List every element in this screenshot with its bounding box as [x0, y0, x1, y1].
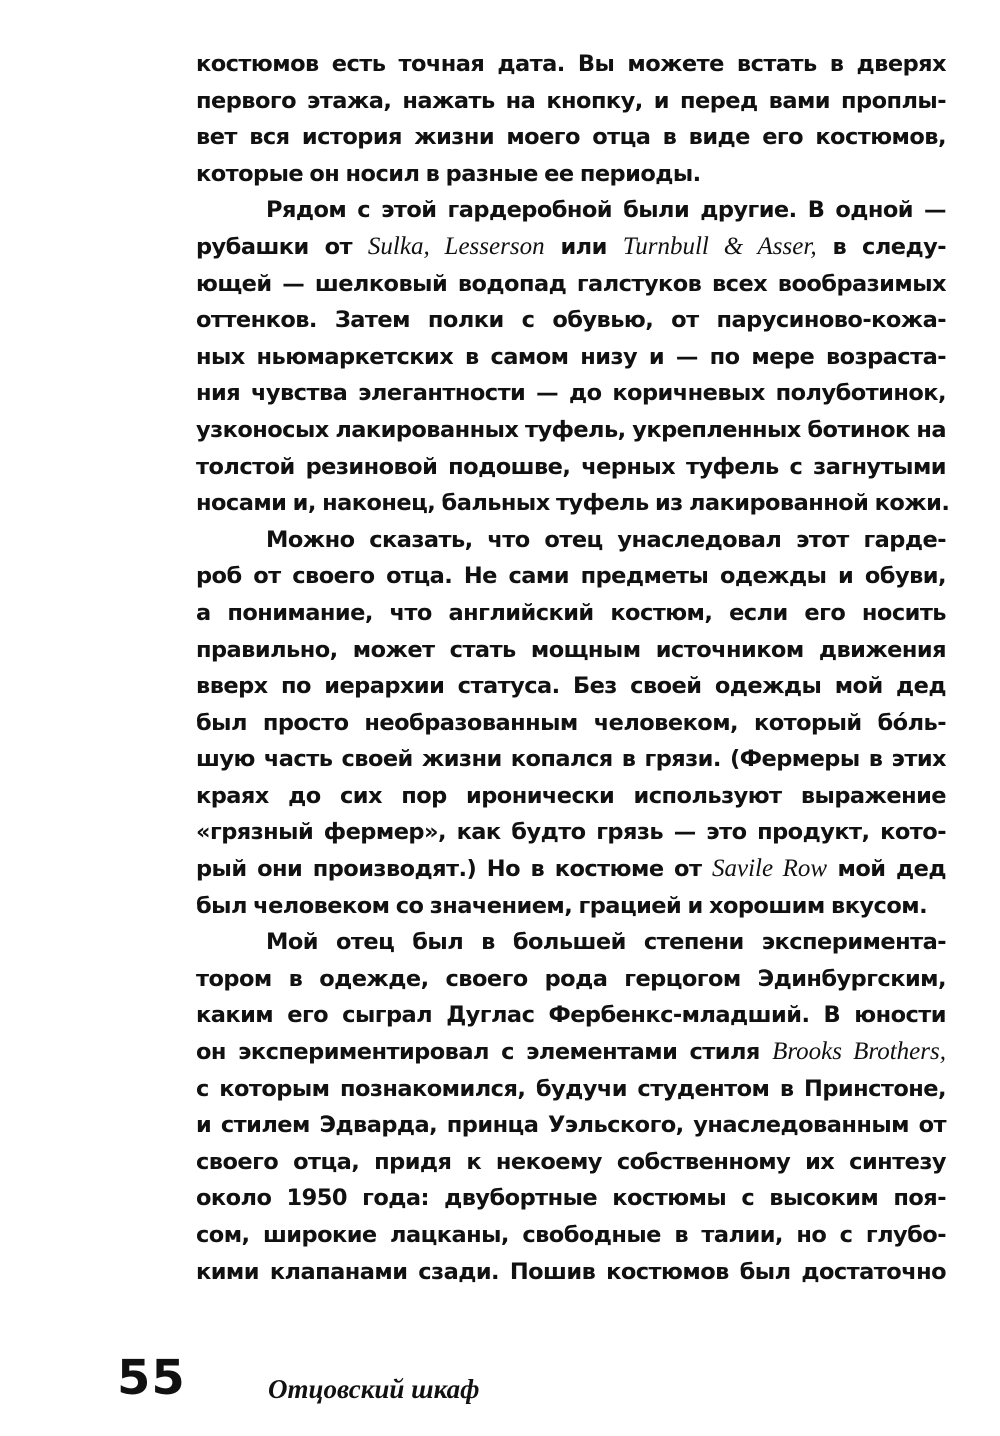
text-run: сом, широкие лацканы, свободные в талии, но с глубо-	[196, 1222, 946, 1248]
text-line	[196, 46, 946, 83]
text-run: своего отца, придя к некоему собственному их синтезу	[196, 1148, 946, 1175]
text-run: он экспериментировал с элементами стиля	[196, 1039, 773, 1066]
text-line	[196, 705, 946, 742]
italic-brand-name: Savile Row	[712, 855, 828, 883]
text-run: в следу-	[816, 233, 946, 260]
text-line	[196, 632, 946, 669]
text-run: вверх по иерархии статуса. Без своей одежды мой дед	[196, 673, 946, 700]
text-line	[196, 156, 946, 193]
text-line	[196, 229, 946, 266]
text-run: толстой резиновой подошве, черных туфель с загнутыми	[196, 453, 946, 480]
text-line	[196, 851, 946, 888]
text-run: каким его сыграл Дуглас Фербенкс-младший. В юности	[196, 1002, 946, 1029]
text-run: краях до сих пор иронически используют выражение	[196, 782, 946, 809]
text-line	[196, 119, 946, 156]
text-run: первого этажа, нажать на кнопку, и перед вами проплы-	[196, 87, 946, 114]
text-line	[196, 997, 946, 1034]
text-run: «грязный фермер», как будто грязь — это продукт, кото-	[196, 819, 946, 846]
text-line	[196, 412, 946, 449]
text-line	[196, 302, 946, 339]
text-line	[196, 192, 946, 229]
text-line	[196, 1034, 946, 1071]
text-line	[196, 485, 950, 522]
text-run: ных ньюмаркетских в самом низу и — по мере возраста-	[196, 343, 946, 370]
text-run: Мой отец был в большей степени эксперимента-	[266, 929, 946, 956]
text-run: рый они производят.) Но в костюме от	[196, 856, 712, 883]
text-line	[196, 339, 946, 376]
text-line	[196, 1071, 946, 1108]
text-line	[196, 83, 946, 120]
text-run: оттенков. Затем полки с обувью, от парусиново-кожа-	[196, 307, 946, 334]
text-run: был человеком со значением, грацией и хорошим вкусом.	[196, 892, 928, 919]
text-line	[196, 375, 946, 412]
body-text	[196, 46, 950, 1290]
text-line	[196, 522, 946, 559]
text-run: вет вся история жизни моего отца в виде его костюмов,	[196, 124, 946, 151]
text-run: тором в одежде, своего рода герцогом Эдинбургским,	[196, 965, 946, 992]
text-run: Можно сказать, что отец унаследовал этот гарде-	[266, 526, 946, 553]
text-line	[196, 888, 946, 925]
text-run: кими клапанами сзади. Пошив костюмов был достаточно	[196, 1258, 946, 1285]
text-run: с которым познакомился, будучи студентом в Принстоне,	[196, 1075, 946, 1102]
text-line	[196, 266, 946, 303]
text-line	[196, 924, 946, 961]
text-line	[196, 814, 946, 851]
text-run: около 1950 года: двубортные костюмы с высоким поя-	[196, 1185, 946, 1212]
text-run: узконосых лакированных туфель, укрепленных ботинок на	[196, 416, 946, 443]
text-line	[196, 1254, 946, 1291]
text-line	[196, 1144, 946, 1181]
text-run: роб от своего отца. Не сами предметы одежды и обуви,	[196, 563, 946, 590]
text-line	[196, 668, 946, 705]
text-run: мой дед	[827, 856, 947, 883]
text-run: ния чувства элегантности — до коричневых полуботинок,	[196, 380, 946, 407]
text-run: рубашки от	[196, 233, 368, 260]
text-line	[196, 961, 946, 998]
text-run: а понимание, что английский костюм, если его носить	[196, 599, 946, 626]
page-number: 55	[117, 1350, 186, 1406]
text-run: носами и, наконец, бальных туфель из лакированной кожи.	[196, 490, 950, 517]
text-run: которые он носил в разные ее периоды.	[196, 160, 701, 187]
italic-brand-name: Turnbull & Asser,	[622, 232, 817, 260]
text-line	[196, 741, 946, 778]
text-line	[196, 449, 946, 486]
text-run: или	[544, 233, 623, 260]
text-run: костюмов есть точная дата. Вы можете встать в дверях	[196, 51, 946, 77]
text-line	[196, 778, 946, 815]
text-run: и стилем Эдварда, принца Уэльского, унаследованным от	[196, 1112, 946, 1139]
running-title: Отцовский шкаф	[268, 1374, 480, 1404]
text-run: ющей — шелковый водопад галстуков всех вообразимых	[196, 270, 946, 297]
italic-brand-name: Sulka, Lesserson	[367, 232, 545, 260]
text-run: шую часть своей жизни копался в грязи. (Фермеры в этих	[196, 746, 946, 773]
text-line	[196, 1107, 946, 1144]
text-run: правильно, может стать мощным источником движения	[196, 636, 946, 663]
text-line	[196, 1180, 946, 1217]
text-line	[196, 558, 946, 595]
text-line	[196, 595, 946, 632]
italic-brand-name: Brooks Brothers,	[772, 1038, 946, 1066]
text-line	[196, 1217, 946, 1254]
text-run: был просто необразованным человеком, который бо́ль-	[196, 709, 946, 736]
text-run: Рядом с этой гардеробной были другие. В одной —	[266, 197, 946, 224]
